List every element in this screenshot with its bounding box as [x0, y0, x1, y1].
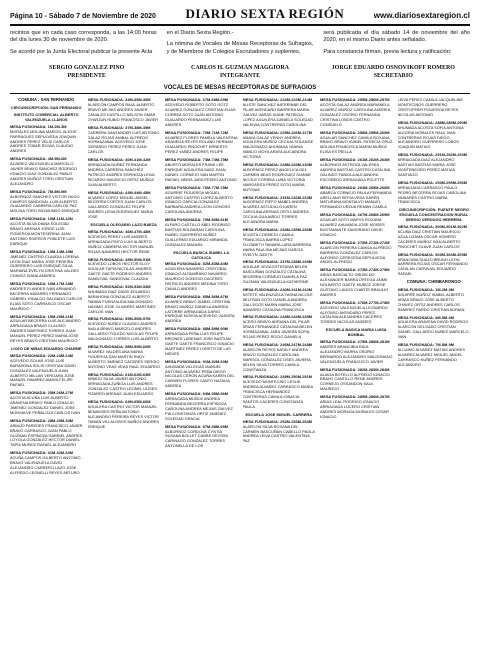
mesa-members: MORALES MOLINA MARCEL ALEXIS PARRAGUEZ SEPULVEDA JOAQUIN ANDRES PEREZ VELIZ CARLOS ANDRES TOBAR ROJAS CLAUDIO ANDRES [10, 128, 77, 154]
mesa-members: ALVAREZ VALDES ANA MARIA FIGUEROA SAN MARTIN RUDY ALBERTO JIMENEZ CACERES SERGIO ANTONIO VEAS VEAS RAUL EDUARDO [87, 348, 160, 369]
mesa-heading: MESA FUSIONADA: 79M-80M-81M [165, 217, 228, 223]
mesa-members: ALFARO CASTILLO ABEL RODRIGO BASTIAS BOLBARAN CAROLINA ISABEL GUERRERO NUÑEZ GUILLERMO EDUARDO MIRANDA GONZALEZ MANUEL [165, 222, 231, 247]
mesa-members: ALVAREZ LOPEZ MIGUEL ANGEL BECERRA CORTES JUAN CARLOS GALLARDO GONZALEZ FELIPE ANDRES LEIVA RODRIGUEZ MARIA JOSE [87, 194, 153, 220]
mesa-heading: MESA FUSIONADA: 243M-244M-245M [242, 314, 312, 320]
mesa-members: ABURTO MORALES FRANK LEE ENRIQUE AGUILERA SAEZ JUAN DANIEL CORNEJO SAN MARTIN RAFAEL NEIRA JARA PEDRO ANTONIO [165, 162, 237, 182]
intro-paragraph: Para constancia firman, previa lectura y ratificación: [323, 48, 452, 55]
mesa-block [243, 228, 316, 257]
mesa-block [398, 343, 471, 368]
mesa-block [243, 288, 316, 313]
mesa-block [10, 451, 83, 476]
mesa-members: ACEVEDO ROBERTO SOTO GOTZ ALVAREZ GONZALEZ CRISTIAN ELIAS CORREA SOTO JUAN ANTONIO GUAJARDO FERNANDEZ LUIS ANDRES [165, 102, 236, 127]
vocales-columns [10, 98, 470, 630]
mesa-heading: MESA FUSIONADA: 25M-26M-27M [10, 390, 73, 396]
mesa-heading: MESA FUSIONADA: 231M-232M-233M [242, 194, 312, 200]
mesa-block [398, 316, 471, 341]
local-heading: INSTITUTO COMERCIAL ALBERTO VALENZUELA LLANOS [13, 112, 79, 122]
mesa-members: ACERO BRAVO ADRIANA DEL PILAR ARIAS FERNANDEZ CATALINA BELEN HORMAZABAL JARA JAVIERA SOFIA ROJAS PEREZ ROCIO DANIELA [242, 319, 313, 340]
mesa-block [88, 126, 161, 155]
intro-column-3 [323, 30, 470, 60]
mesa-block [10, 190, 83, 215]
mesa-block [243, 131, 316, 160]
mesa-members: ALISTE SANCHEZ NATERINNE DEL PILAR AVENDAÑO BARRERA MARIA GALVEZ VARAS DIANE PATRICIA LOPEZ AGUILERA DANIELA SOLEDAD VALDIVIA CONTRERAS CAROLINA [242, 102, 313, 127]
mesa-block [320, 340, 393, 365]
mesa-block [10, 354, 83, 388]
mesa-block [10, 391, 83, 416]
mesa-heading: MESA FUSIONADA: 70M-71M-72M [165, 129, 228, 135]
intro-column-2 [167, 30, 314, 60]
intro-paragraph: La nómina de Vocales de Mesas Receptoras de Sufragios, y de Miembros de Colegios Escrutadores y suplentes, [166, 41, 314, 55]
mesa-heading: MESA FUSIONADA: 37M-38M-39M [87, 124, 151, 130]
section-title: VOCALES DE MESAS RECEPTORAS DE SUFRAGIOS [10, 85, 470, 94]
mesa-block [398, 181, 471, 206]
mesa-block [320, 98, 393, 127]
mesa-heading: MESA FUSIONADA: 82M-83M-84M [165, 261, 228, 267]
mesa-block [10, 125, 83, 154]
mesa-members: ACUÑA CAMPOS GILBERTO ANTONIO BRAVO VALENZUELA DAVID ALEJANDRO CARRERO LAZO JOSE ALFREDO LEONELLI REYES ARTURO [10, 455, 81, 475]
signer-role: INTEGRANTE [219, 73, 261, 80]
mesa-members: AMAYA GALAZ YENNY ANDREA AGUILERA MUÑOZ CECILIA SOLANGE MALDONADO AHUMADA YANINA MABLIO MOYA ARAYA ALEJANDRA VICTORIA [242, 134, 314, 160]
mesa-heading: MESA FUSIONADA: 91M-92M-93M [165, 358, 228, 364]
mesa-members: AGUILERA CASTRO VICTOR MANUEL BENAVIDES PEÑA ANTONIO ALEJANDRO PEREIRA REYES VICTOR FABIAN VILLALOBOS MUÑOZ ANDRES ENRIQUE [87, 403, 159, 429]
mesa-members: AGUILAR BECERRA LUIS ALEJANDRO ARRIAGADA BRAVO CLAUDIO ANDRES MARTINEZ TORRES JUAN MANUEL PEREZ PEREZ MARIA JOSE REYES BRAVO CRISTIAN MAURICIO [10, 318, 81, 344]
mesa-heading: MESA FUSIONADA: 43M-44M-45M [87, 189, 151, 195]
mesa-members: AGUILAR VEGA ESTEFANIA BELEN BASCUÑAN GONZALEZ CATALINA BECERRA CORNEJO DANIELA PAZ GUZMAN VALENZUELA KATHERINE [242, 264, 309, 285]
mesa-members: ALVAREZ FLORES PAMELA VALENTINA ARANEDA REYES ROLAND HERNAN GUAJARDO PINOCHET ERNESTO PEREZ YAÑEZ ANDRES FELIPE [165, 134, 238, 155]
mesa-block [88, 191, 161, 220]
mesa-heading: MESA FUSIONADA: 234M-235M-236M [242, 226, 312, 232]
signer-name: CARLOS H. GUZMAN MAGGIORA [190, 65, 289, 72]
signer-role: SECRETARIO [373, 73, 413, 80]
mesa-members: AHUMADA ACOSTA SOFIA ANTONIA ALEGRIA MORALES RAUL IVAN CONTRERAS ROJAS DIEGO ALEJANDRO GUERRERO LOBOS JOAQUIN MATIAS [397, 124, 464, 150]
signer-president [10, 64, 163, 80]
mesa-members: AGUIRRE FIGUEROA MIGUEL ANTONIO CASTRO LOPEZ ALBERTO IGNACIO GARCIA GONZALEZ BARBARA ANDREA LEON DONOSO CAROLINA ANDREA [165, 189, 233, 215]
mesa-block [243, 196, 316, 225]
mesa-block [10, 282, 83, 311]
local-heading: LICEO DE NIÑAS EDUARDO CHARME [11, 346, 82, 351]
mesa-members: ALARCON CAMPOS RAUL ALBERTO BRAVO MEJIAS ANDRES JAVIER CANALES CASTILLO NELSON OMAR OYARZUN RUBIO FRANCISCO JAVIER [87, 102, 159, 122]
mesa-heading: MESA FUSIONADA: 34M-35M-36M [87, 98, 151, 103]
mesa-heading: MESA FUSIONADA: 94M-95M-96M [165, 391, 228, 397]
mesa-block [10, 419, 83, 448]
mesa-block [88, 317, 161, 342]
mesa-block [165, 186, 238, 215]
mesa-block [243, 163, 316, 192]
masthead [10, 6, 470, 26]
mesa-heading: MESA FUSIONADA: 282M-283M-284M [320, 366, 390, 372]
mesa-heading: MESA FUSIONADA: 258M-259M-260M [320, 129, 390, 135]
mesa-heading: MESA FUSIONADA: 97M-98M-99M [165, 423, 228, 429]
mesa-block [165, 425, 238, 450]
intro-column-1 [10, 30, 157, 60]
mesa-heading: MESA FUSIONADA: 300M-301M-302M [397, 224, 467, 230]
mesa-heading: MESA FUSIONADA: 294M-295M-296M [397, 179, 467, 185]
mesa-heading: MESA FUSIONADA: 76M-77M-78M [165, 184, 228, 190]
local-heading: CIRCUNSCRIPCIÓN: SAN FERNANDO [11, 105, 82, 111]
mesa-heading: MESA FUSIONADA: 285M-286M-287M [320, 394, 390, 400]
mesa-heading: MESA FUSIONADA: 240M-241M-242M [242, 286, 312, 292]
mesa-heading: MESA FUSIONADA: 246M-247M-248M [242, 342, 312, 347]
mesa-members: ALVAREZ VALENZUELA MARCELO JAVIER BRAVO SANCHEZ RODRIGO IGNACIO DIAZ GONZALEZ PABLO ANDRES MUÑOZ TORO CRISTIAN ALEJANDRO [10, 161, 78, 186]
mesa-members: ARIAS LEAL RODRIGO IGNACIO ARRIAGADA LUCERO CRISTIAN ANDRES MORAGA MORALES CESAR IGNACIO [320, 399, 389, 419]
mesa-members: ABARCA CORNEJO PAULA FERNANDA ARELLANO SEPULVEDA KAREN MATURANA MONTALVO MANUEL FERNANDO URZUA REMAN CAMILA [320, 189, 392, 210]
listing-column [320, 98, 393, 630]
mesa-block [165, 218, 238, 247]
mesa-block [88, 345, 161, 370]
mesa-members: ACEVEDO MONTECINO LESLIE ANDREA ALVAREZ CARRASCO MARIA FRANCISCA HERNANDEZ CONTRERAS CAMILA IGNACIA SANTOS CACERES CONSTANZA PAULA [242, 379, 313, 409]
mesa-heading: MESA FUSIONADA: 255M-256M-257M [320, 98, 390, 103]
mesa-heading: MESA FUSIONADA: 288M-289M-290M [397, 119, 467, 125]
mesa-block [243, 420, 316, 445]
mesa-heading: MESA FUSIONADA: 225M-226M-227M [242, 129, 312, 135]
mesa-block [165, 98, 238, 127]
mesa-heading: MESA FUSIONADA: 270M-271M-272M [320, 239, 390, 245]
mesa-heading: MESA FUSIONADA: 64M-65M-66M [87, 399, 151, 405]
mesa-block [88, 400, 161, 429]
mesa-heading: MESA FUSIONADA: 19M-20M-21M [10, 313, 73, 319]
mesa-heading: MESA FUSIONADA: 1M-2M-3M [10, 123, 67, 129]
mesa-members: ARRIAGADA PEÑA LUIS FELIPE BRIONES LARENAS JOSE BASTIAN GAETE GAETE FRANCISCO IGNACIO MARTINEZ PEREZ LORETO DE LAS NIEVES [165, 331, 234, 356]
mesa-heading: MESA FUSIONADA: 4M-5M-6M [397, 314, 454, 320]
mesa-block [88, 373, 161, 398]
mesa-heading: MESA FUSIONADA: 273M-274M-275M [320, 267, 390, 273]
mesa-heading: MESA FUSIONADA: 222M-223M-224M [242, 98, 312, 103]
mesa-block [165, 131, 238, 156]
intro-paragraph: será publicada el día sábado 14 de noviembre del año 2020, en el mismo Diario antes señalado. [323, 30, 471, 44]
mesa-members: ACEVEDO SOLAR JOSE LUIS BARAHONA SOLIS CRISTIAN DAVID GONZALEZ VALENZUELA JUAN ALBERTO MILLAN VERGARA JOSE MANUEL RAMIREZ AMAYA FELIPE RAFAEL [10, 357, 77, 388]
comuna-heading: COMUNA : SAN FERNANDO [18, 98, 75, 103]
mesa-block [243, 375, 316, 409]
listing-column [10, 98, 83, 630]
mesa-block [398, 225, 471, 250]
signatories [10, 64, 470, 80]
mesa-members: ACOSTA SILVA DIANA SOLEDAD BRAVO ARENAS JORGE LUIS FIGUEROA MONTESERINA JUAN ANTONIO RIVEROS POBLETE LUIS ENRIQUE [10, 221, 76, 246]
mesa-members: ACOSTA ACUÑA LUIS ALBERTO ARAVENA BRAVO PABLO IGNACIO JIMENEZ GONZALEZ DANIEL JOSE MONSALVE PEÑALOZA CARLOS IVAN [10, 395, 80, 415]
mesa-block [320, 186, 393, 211]
mesa-block [165, 360, 238, 389]
mesa-heading: MESA FUSIONADA: 88M-89M-90M [165, 326, 228, 332]
mesa-heading: MESA FUSIONADA: 7M-8M-9M [10, 188, 67, 194]
intro-paragraph: recintos que en cada caso corresponda, a las 14:00 horas del día lunes 30 de noviembre de 2020. [10, 30, 157, 44]
mesa-block [398, 153, 471, 178]
mesa-members: ACOSTA GALAZ ANDREA MARIANELA ALVAREZ MUÑOZ CAROLINA ANDREA GONZALEZ OSORIO FERNANDA CRISTINA LOBOS CASTRO CONSUELO [320, 102, 391, 127]
signer-name: JORGE EDUARDO OSNOVIKOFF ROMERO [331, 65, 455, 72]
mesa-members: JIMENEZ CASTRO CLAUDIA LORENA LEON DIAZ MARIA JOSE PEREIRA GUERRERO LUIS ENRIQUE SILVA MARIANA EVELYN CRISTINA VALDES CHAVEZ DIANA ANDREA [10, 253, 79, 279]
mesa-members: ALBORNOZ CORDOVA CYNTIA SUSANA BOLLET CABRE DEYSINI CARINAGO GONZALEZ TORRES ANTONELLA DE LOS [165, 428, 228, 449]
mesa-members: ARMIJO PAREDES FRANCISCO JAVIER BRAVO CARRASCO JUAN PABLO GUZMAN ESPINOZA GABRIEL ANDRES LOYOLA GONZALEZ HECTOR DANIEL TAPIA MUÑOZ RAFAEL ALEJANDRO [10, 422, 83, 448]
mesa-block [165, 262, 238, 291]
listing-column [243, 98, 316, 630]
mesa-heading: MESA FUSIONADA: 73M-74M-75M [165, 157, 228, 163]
mesa-heading: MESA FUSIONADA: 49M-50M-51M [87, 256, 151, 262]
mesa-block [165, 327, 238, 356]
mesa-members: ALBORNOZ RIFFO MABEL ANDREA ALVAREZ ASTUDILLO KAREN CAROLINA ARENAS ORTIZ ANDREA CECILIA GUAJARDO TORRES ALEJANDRA MARIA [242, 199, 309, 225]
mesa-heading: MESA FUSIONADA: 28M-29M-30M [10, 417, 73, 423]
mesa-heading: MESA FUSIONADA: 46M-47M-48M [87, 228, 151, 234]
mesa-block [320, 268, 393, 297]
mesa-block [165, 158, 238, 183]
mesa-members: ALBORNOZ SANCHEZ VICTOR HUGO CAMPOS SANDOVAL LUIS ALBERTO GUAJARDO CABRERA CARLOS PAZ MOLINA TORO RAYMUNDO ENRIQUE [10, 193, 80, 214]
mesa-members: ACUÑA DIAZ CRISTIAN MAURICIO AZUA LIZAMA OSCAR HOMERO CACERES MUÑOZ IVAN ALBERTO PINOCHET OLAVE JUAN CARLOS [397, 228, 461, 249]
mesa-members: AGUILERA ARAVENA DAVID RODRIGO ALARCON DELGADO CRISTIAN DANIEL GALLARDO NUÑEZ MARCELO IVAN [397, 319, 469, 340]
listing-column [88, 98, 161, 630]
mesa-block [243, 315, 316, 340]
mesa-members: ARRIAGADA DIAZ ALEJANDRO BASTIAS BASTIAS MARIA JOSE MONTENEGRO PEREZ MATIAS SANTIAGO [397, 157, 456, 177]
mesa-members: AGUILAR SANCHEZ CAMILA ROXANA BRAVO BRAVO ISABEL PATRICIA CRUZ MOLINA FRANCISCA MARIN MUÑOZ ELISA ESTRELLA [320, 134, 393, 155]
local-heading: ESCUELA BASICA MARIA LUISA BOMBAL [325, 327, 387, 338]
mesa-members: ALIAGA BOTELLO ALFREDO IGNACIO BRAVO CANTILLO RENE ANDRES CORNEJO OSSANDON SAUL MAURICIO [320, 371, 390, 392]
website-url[interactable]: www.diariosextaregion.cl [373, 11, 470, 20]
mesa-members: ACEVEDO NUÑEZ CLAUDIO ANDRES AVALA BRAVO MARCELO ANDRES GALLARDO TOLEDO NICOLAS FELIPE MALDONADO TORRES LUIS ALBERTO [87, 321, 159, 342]
mesa-block [88, 230, 161, 255]
mesa-heading: MESA FUSIONADA: 1M-2M-3M [397, 287, 454, 293]
mesa-members: ALARCON SILVA ROXANA DEL CARMEN BASCUÑAN CABELLO PAOLA ANDREA LEIVA CASTRO VALENTINA PAZ [242, 423, 315, 444]
mesa-members: ANDRES ARANCIBIA RAUL ALEJANDRO BARRA OSORIO BERNARDO ALEJANDRO MALDONADO VALENZUELA FRANCISCO JAVIER [320, 344, 393, 364]
signer-secretary [317, 64, 470, 80]
mesa-block [398, 253, 471, 278]
mesa-heading: MESA FUSIONADA: 249M-250M-251M [242, 374, 312, 380]
mesa-members: AGUILAR SOTO MARYS ROXANA ALVAREZ AHUMADA JOSE MOISES BUSTAMANTE ZAMORANO DAVID IGNACIO [320, 217, 385, 237]
newspaper-title: DIARIO SEXTA REGIÓN [185, 6, 345, 21]
mesa-block [398, 288, 471, 313]
mesa-heading: MESA FUSIONADA: 279M-280M-281M [320, 339, 390, 345]
mesa-members: ALCAINO ALVAREZ MATIAS ANDRES ALVAREZ ALVAREZ MIGUEL ANGEL CARRASCO NUÑEZ FERNANDO ALEJANDRO [397, 347, 465, 367]
acta-intro [10, 30, 470, 60]
mesa-block [398, 98, 471, 118]
page-date: Página 10 - Sábado 7 de Noviembre de 2020 [10, 13, 156, 20]
mesa-block [88, 285, 161, 314]
mesa-members: AHUMADA DIAZ DAVID EDUARDO BARAHONA GONZALEZ ALBERTO FABIAN FUENZALIDA MALDONADO MAXIMO JOSE OLIVARES MARTINEZ CARLOS IVAN [87, 288, 156, 314]
mesa-heading: MESA FUSIONADA: 61M-62M-63M [87, 371, 151, 377]
mesa-heading: MESA FUSIONADA: 31M-32M-33M [10, 450, 73, 456]
mesa-members: ARMIJO SILVA JAVIER ANTONIO ARRIAGADA ZUÑIGA LUIS ANDRES GONZALEZ CASTRO LEONEL ULISES PIZARRO ARENAS JUAN EDUARDO [87, 376, 157, 397]
mesa-block [320, 368, 393, 393]
listing-column [165, 98, 238, 630]
mesa-block [243, 98, 316, 127]
mesa-heading: MESA FUSIONADA: 261M-262M-263M [320, 157, 390, 163]
mesa-heading: MESA FUSIONADA: 13M-14M-15M [10, 248, 73, 254]
mesa-block [320, 158, 393, 183]
comuna-heading: COMUNA: CHIMBARONGO [406, 279, 461, 285]
mesa-block [398, 121, 471, 150]
mesa-block [243, 260, 316, 285]
mesa-heading: MESA FUSIONADA: 85M-86M-87M [165, 293, 228, 299]
mesa-members: ACOSTA CORNEJO CAMILA FRANCISCA BARRA LOPEZ ELIZABETH TAMARA LARA BARRERA MARIA PAULINA MEJIAS GARCIA EVELYN JUDITH [242, 231, 312, 257]
mesa-heading: MESA FUSIONADA: 40M-41M-42M [87, 157, 151, 163]
mesa-members: ARRIAGADA MUÑOZ ANDREA FERNANDA BECERRA ESPINOZA CAROLINA ANDREA MEJIAS GALVEZ PIA CONSTANZA ORTIZ JIMENEZ SOLEDAD GRACIA [165, 396, 233, 421]
mesa-members: ALBORNOZ PEREZ ANGELICA DEL CARMEN BEAS RODRIGUEZ DIANNE NICOLE CORREA LUNA VICTORIA MARGARITA PEREZ SOTO MARIA ANTONIA [242, 167, 312, 192]
mesa-heading: MESA FUSIONADA: 303M-304M-305M [397, 251, 467, 257]
mesa-members: ALARCON PEREIRA CAMILA ALFREDO BARRERA GONZALEZ CARLOS ALFONSO CERECEDA SEPULVEDA ANGEL ALFREDO [320, 244, 392, 265]
mesa-heading: MESA FUSIONADA: 237M-238M-239M [242, 259, 312, 265]
mesa-members: CARRERA SANTANDER LUIS ANTONIO GALAZ ROJAS ANIBAL ALFREDO HORMAZABAL ACEVEDO JOSE GERARDO PEREZ PEREZ JUAN CARLOS [87, 129, 160, 155]
mesa-block [10, 250, 83, 279]
mesa-members: AGUIRRE MUÑOZ ISABEL ALBERTO ARIAS BRAVO JOSE ALBERTO CHAVEZ ORTIZ ANDRES CARLOS RAMIREZ PARDO CRISTIAN ADRIAN [397, 291, 465, 312]
mesa-members: ANDRES FLANDES IVAN ARMANDO BECERRA NAVARRO FERNANDO GABRIEL HIDALGO SALGADO CARLOS ELIAS SOTO CARRASCO OSCAR MAURICIO [10, 286, 83, 311]
mesa-heading: MESA FUSIONADA: 252M-253M-254M [242, 418, 312, 424]
mesa-block [88, 258, 161, 283]
local-heading: ESCUELA JOSE MIGUEL CARRERA [245, 411, 313, 417]
signer-member [163, 64, 316, 80]
mesa-members: ARANCIBIA SUAZO BRUNO LEON BARRERA ROJAS OSCAR FERNANDO CATALAN CARVAJAL EDUARDO RAFAEL [397, 256, 468, 277]
intro-paragraph: en el Diario Sexta Región.- [166, 30, 234, 36]
mesa-heading: MESA FUSIONADA: 276M-277M-278M [320, 299, 390, 305]
mesa-block [165, 295, 238, 324]
local-heading: ESCUELA BASICA ISABEL LA CATOLICA [173, 249, 230, 260]
mesa-members: ALVAREZ BRAVO ISABEL CRISTINA BRAVO MUÑOZ DANIELA ANDREA LATORRE ARRIAGADA DARIO ENRIQUE NOVOA ACEVEDO JUANITA ANDREA [165, 298, 235, 324]
signer-name: SERGIO GONZALEZ PINO [48, 65, 125, 72]
mesa-block [320, 213, 393, 238]
mesa-block [88, 98, 161, 123]
mesa-heading: MESA FUSIONADA: 267M-268M-269M [320, 212, 390, 218]
mesa-heading: MESA FUSIONADA: 67M-68M-69M [165, 98, 228, 103]
mesa-heading: MESA FUSIONADA: 16M-17M-18M [10, 281, 73, 287]
mesa-heading: MESA FUSIONADA: 58M-59M-60M [87, 344, 151, 349]
mesa-block [165, 392, 238, 421]
mesa-block [10, 217, 83, 246]
mesa-members: ACEVEDO LOBOS HECTOR ELOY AGUILAR TAPIA NICOLAS ANDRES GAETE GAETE RODRIGO ANDRES SANDOVAL SANDOVAL CLAUDIA [87, 261, 152, 282]
signer-role: PRESIDENTE [67, 73, 106, 80]
mesa-block [320, 395, 393, 420]
mesa-block [88, 158, 161, 187]
mesa-block [320, 241, 393, 266]
mesa-block [320, 301, 393, 326]
mesa-members: ARIAS BASOALTO GRISELDO ALEXANDER BARRA ORTEGA JAIME NOLBERTO GAETE MUÑOZ JORGE GUSTAVO LAGOS CHARTE BRAULIO ANDRES [320, 272, 389, 297]
mesa-heading: MESA FUSIONADA: 7M-8M-9M [397, 342, 454, 348]
mesa-members: AGUILERA NAVARRO CRISTOBAL IGNACIO ALTAMIRANO NAVARRO MAURICIO DONOSO CACERES PATRICIO ANDRES MEDINA TORO CAMILO ANDRES [165, 266, 229, 291]
local-heading: ESCUELA OLEGARIO LAZO BAEZA [90, 222, 157, 228]
mesa-heading: MESA FUSIONADA: 22M-23M-24M [10, 352, 73, 358]
mesa-block [10, 315, 83, 344]
mesa-heading: MESA FUSIONADA: 228M-229M-230M [242, 162, 312, 168]
mesa-members: ALARCON REYES NATALY ANDREA BRAVO GONZALEZ CAROLINA MARISOL GONZALEZ OSES JAVIERA BELEN SILVA TORRES CAMILA CONSTANZA [242, 346, 311, 372]
local-heading: CIRCUNSCRIPCIÓN: PUENTE NEGRO ESCUELA CONCENTRACION RURAL SERGIO VERDUGO HERRERA [398, 207, 469, 223]
mesa-heading: MESA FUSIONADA: 10M-11M-12M [10, 216, 73, 222]
mesa-block [320, 131, 393, 156]
listing-column [398, 98, 471, 630]
mesa-members: ARRIAGADA NUÑEZ FERNANDA ANDREA CARRERA SANCHEZ PATRICIO ANDRES ESPINOZA LEIVA RICARDO MAURICIO ORTIZ MUÑOZ JUAN ALBERTO [87, 162, 155, 187]
mesa-heading: MESA FUSIONADA: 264M-265M-266M [320, 184, 390, 190]
mesa-heading: MESA FUSIONADA: 52M-53M-54M [87, 284, 151, 290]
mesa-heading: MESA FUSIONADA: 4M-5M-6M [10, 156, 67, 162]
mesa-heading: MESA FUSIONADA: 55M-56M-57M [87, 316, 151, 322]
mesa-block [243, 343, 316, 372]
mesa-members: ACEVEDO VALENZUELA LEONARDO ALFONSO AVENDAÑO PEREZ CATALINA ALEJANDRA CACERES TORRES NICOLAS ANDRES [320, 304, 388, 325]
mesa-members: ACEVEDO PEREZ LUIS ANDRES ARRIAGADA PINTO LUIS ALBERTO MUÑOZ CABRERA VICTOR MANUEL ROJAS NAVARRO HECTOR RENE [87, 233, 155, 254]
mesa-members: LEIVA PEREZ CAMILA JACQUELINE MONTECINOS GUERRERO CRISTOPHER FIGUEROA REYES NICOLAS ANTONIO [397, 98, 463, 117]
mesa-heading: MESA FUSIONADA: 291M-292M-293M [397, 152, 467, 158]
mesa-members: ASTETE VALENZUELA YASNA NICOLE BELTRAN SOTO DANIELA ANDREA GALLEGOS MARIN MARIA JOSE NAVARRO CATALINA FRANCISCA [242, 291, 313, 312]
mesa-members: AHUMADA VILLEGAS MANUEL ANTONIO ALVAREZ PEÑA DIEGO NICOLAS CERON ACUÑA KAREN DEL CARMEN FLORES CANTO NATALIA ANDREA [165, 363, 235, 389]
mesa-members: ALBORNOZ ASTROZA VALESKA ANDREA BASTIAS CASTRO CATALINA GALINDO FABIOLA ALEJANDRA ESCOBEDO ARRIAGADA POLETTE [320, 162, 391, 182]
intro-paragraph: Se acordó por la Junta Electoral publicar la presente Acta [10, 48, 153, 55]
mesa-block [10, 157, 83, 186]
mesa-members: ARRIAGADA CARRASCO PAULO PEDRO BECERRA ROJAS CAROLINA MUNARES CASTRO MARIA FRANCISCA [397, 184, 466, 205]
